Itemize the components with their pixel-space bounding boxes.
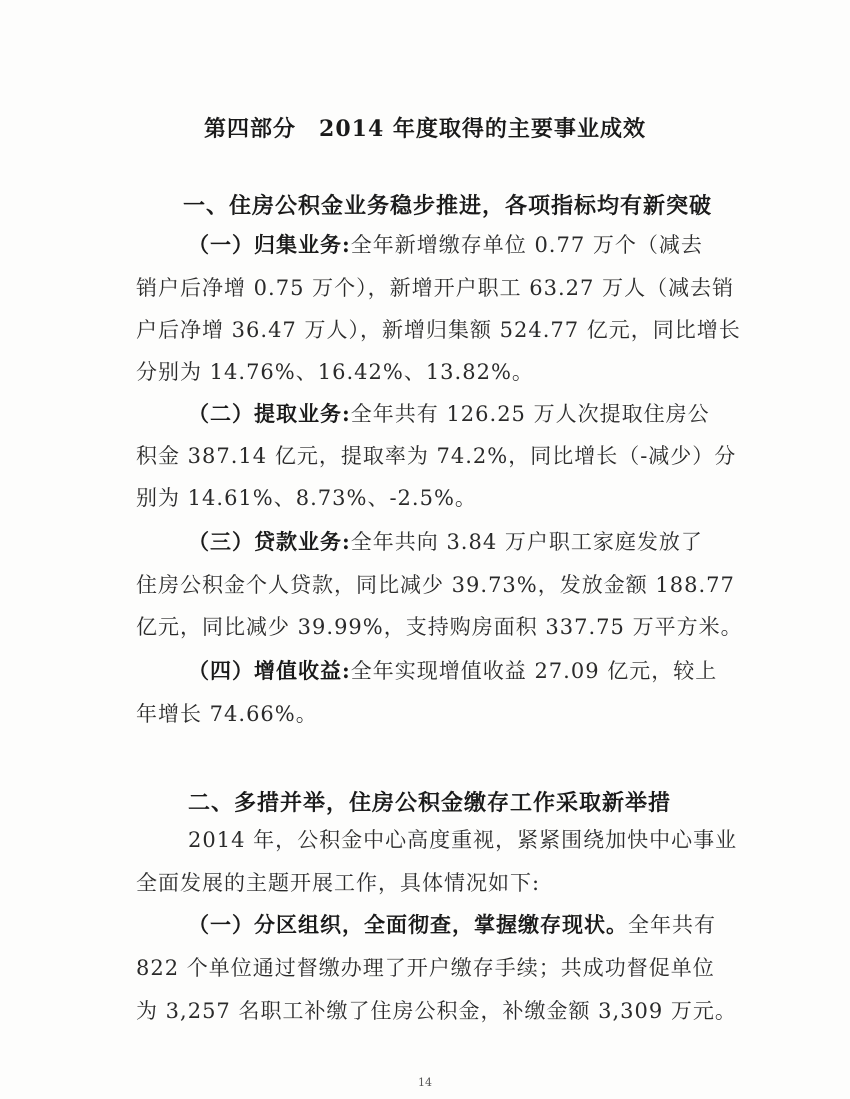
page-number: 14	[418, 1076, 432, 1089]
section-1-para-4-line-1	[188, 659, 717, 683]
section-1-para-3-line-3: 亿元，同比减少 39.99%，支持购房面积 337.75 万平方米。	[136, 615, 743, 639]
section-2-para-1-line-1	[188, 913, 716, 937]
section-2-para-1-line-3: 为 3,257 名职工补缴了住房公积金，补缴金额 3,309 万元。	[136, 999, 737, 1023]
section-1-para-3-line-2: 住房公积金个人贷款，同比减少 39.73%，发放金额 188.77	[136, 573, 735, 597]
section-1-heading: 一、住房公积金业务稳步推进，各项指标均有新突破	[183, 193, 713, 219]
section-1-para-4-text: 全年实现增值收益 27.09 亿元，较上	[350, 659, 718, 683]
section-1-para-1-line-4: 分别为 14.76%、16.42%、13.82%。	[136, 360, 534, 384]
section-2-heading: 二、多措并举，住房公积金缴存工作采取新举措	[188, 790, 672, 816]
section-2-para-1-label: （一）分区组织，全面彻查，掌握缴存现状。	[188, 912, 628, 937]
section-1-para-1-text: 全年新增缴存单位 0.77 万个（减去	[350, 233, 703, 257]
section-1-para-3-text: 全年共向 3.84 万户职工家庭发放了	[350, 530, 703, 554]
section-2-intro-line-1: 2014 年，公积金中心高度重视，紧紧围绕加快中心事业	[188, 828, 738, 852]
section-1-para-2-line-2: 积金 387.14 亿元，提取率为 74.2%，同比增长（-减少）分	[136, 444, 737, 468]
section-1-para-2-text: 全年共有 126.25 万人次提取住房公	[350, 402, 710, 426]
section-1-para-1-line-2: 销户后净增 0.75 万个），新增开户职工 63.27 万人（减去销	[136, 276, 735, 300]
section-1-para-2-line-3: 别为 14.61%、8.73%、-2.5%。	[136, 486, 477, 510]
section-1-para-2-label: （二）提取业务:	[188, 401, 351, 426]
section-2-intro-line-2: 全面发展的主题开展工作，具体情况如下:	[136, 871, 541, 895]
section-1-para-1-line-1	[188, 233, 703, 257]
section-1-para-1-line-3: 户后净增 36.47 万人），新增归集额 524.77 亿元，同比增长	[136, 318, 741, 342]
section-1-para-3-label: （三）贷款业务:	[188, 529, 351, 554]
section-1-para-1-label: （一）归集业务:	[188, 232, 351, 257]
page-title: 第四部分 2014 年度取得的主要事业成效	[204, 116, 646, 142]
section-2-para-1-line-2: 822 个单位通过督缴办理了开户缴存手续；共成功督促单位	[136, 956, 715, 980]
section-2-para-1-text: 全年共有	[628, 913, 716, 937]
section-1-para-3-line-1	[188, 530, 703, 554]
section-1-para-2-line-1	[188, 402, 710, 426]
section-1-para-4-label: （四）增值收益:	[188, 658, 351, 683]
section-1-para-4-line-2: 年增长 74.66%。	[136, 702, 318, 726]
